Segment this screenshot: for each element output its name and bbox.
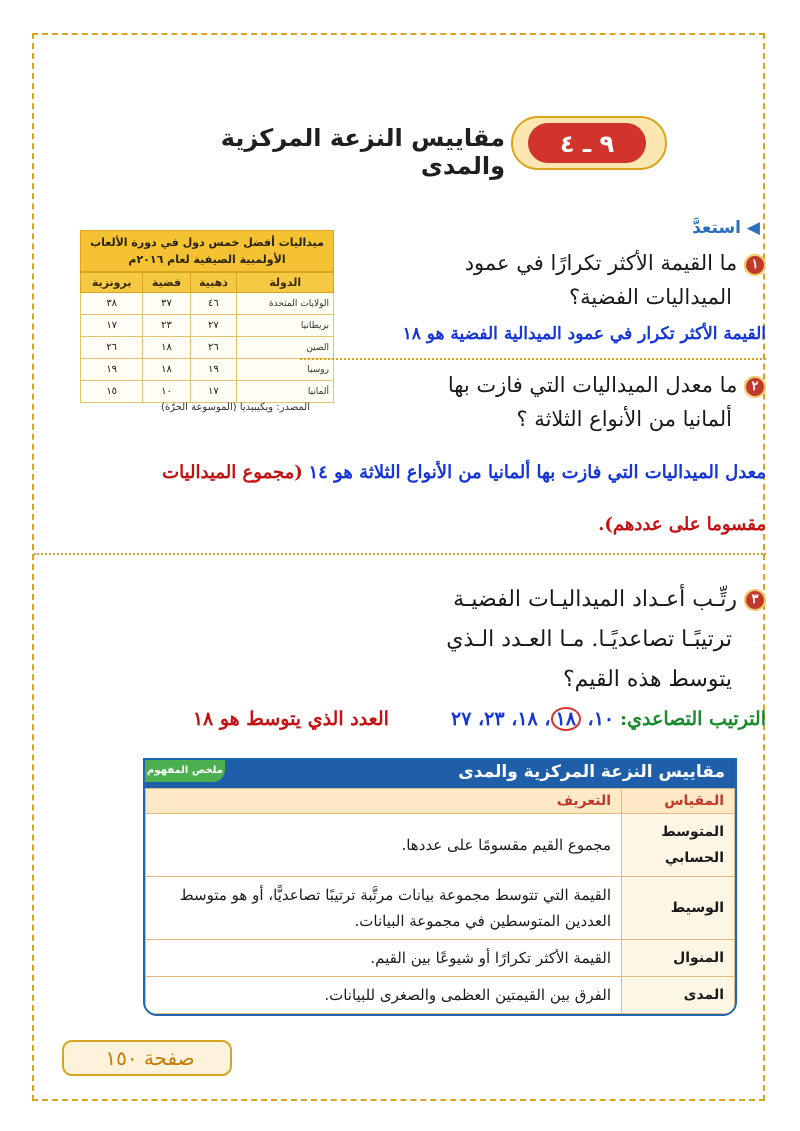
question-3-line-1: ٣ رتِّـب أعـداد الميداليـات الفضيـة (420, 580, 766, 620)
medals-header-silver: فضية (143, 273, 190, 293)
table-row (81, 359, 334, 381)
table-cell: ١٩ (190, 359, 237, 381)
answer-2-line-1 (34, 462, 766, 483)
summary-term: المتوسط الحسابي (622, 814, 735, 877)
summary-header-term: المقياس (622, 789, 735, 814)
concept-summary-table (145, 788, 735, 1014)
explore-text: استعدَّ (692, 218, 741, 238)
question-2 (430, 368, 766, 436)
question-2-line-1: ٢ ما معدل الميداليات التي فازت بها (430, 368, 766, 402)
summary-definition: الفرق بين القيمتين العظمى والصغرى للبيانات. (146, 977, 622, 1014)
table-cell: الصين (237, 337, 334, 359)
question-3-line-3: يتوسط هذه القيم؟ (562, 667, 732, 692)
answer-3: الترتيب التصاعدي: ١٠، ١٨، ١٨، ٢٣، ٢٧ العدد الذي يتوسط هو ١٨ (192, 708, 766, 730)
explore-label (660, 218, 760, 238)
answer-3-value-4: ٢٣ (484, 708, 505, 730)
table-row (81, 293, 334, 315)
medals-table-title: ميداليات أفضل خمس دول في دورة الألعاب الأولمبية الصيفية لعام ٢٠١٦م (80, 230, 334, 272)
answer-1: القيمة الأكثر تكرار في عمود الميدالية الفضية هو ١٨ (402, 324, 766, 344)
table-cell: ٢٧ (190, 315, 237, 337)
question-number-1: ١ (744, 254, 766, 276)
question-2-line-2: ألمانيا من الأنواع الثلاثة ؟ (516, 407, 732, 431)
table-cell: ٢٦ (81, 337, 143, 359)
table-cell: ١٩ (81, 359, 143, 381)
answer-3-value-3: ١٨ (517, 708, 538, 730)
concept-summary-box (143, 758, 737, 1016)
question-number-3: ٣ (744, 589, 766, 611)
answer-2-blue: معدل الميداليات التي فازت بها ألمانيا من الأنواع الثلاثة هو ١٤ (308, 462, 766, 483)
lesson-number-badge (510, 113, 668, 173)
page-number: صفحة ١٥٠ (105, 1046, 195, 1070)
summary-definition: مجموع القيم مقسومًا على عددها. (146, 814, 622, 877)
medals-header-country: الدولة (237, 273, 334, 293)
medals-table (80, 272, 334, 403)
summary-definition: القيمة التي تتوسط مجموعة بيانات مرتَّبة ترتيبًا تصاعديًّا، أو هو متوسط العددين المتوسطين في مجموعة البيانات. (146, 877, 622, 940)
medals-header-gold: ذهبية (190, 273, 237, 293)
table-cell: روسيا (237, 359, 334, 381)
answer-3-red: العدد الذي يتوسط هو ١٨ (192, 708, 389, 730)
summary-term: المدى (622, 977, 735, 1014)
concept-summary-header (145, 760, 735, 788)
table-cell: ١٥ (81, 381, 143, 403)
divider (34, 553, 766, 555)
concept-summary-tag: ملخص المفهوم (145, 760, 225, 782)
medals-header-bronze: برونزية (81, 273, 143, 293)
question-3 (420, 580, 766, 700)
answer-3-value-5: ٢٧ (451, 708, 472, 730)
table-cell: ١٠ (143, 381, 190, 403)
table-cell: الولايات المتحدة (237, 293, 334, 315)
table-cell: ١٧ (190, 381, 237, 403)
answer-2-line-2: مقسوما على عددهم). (598, 514, 766, 535)
table-cell: ٢٦ (190, 337, 237, 359)
table-cell: ٢٣ (143, 315, 190, 337)
answer-3-value-1: ١٠ (593, 708, 615, 730)
summary-header-definition: التعريف (146, 789, 622, 814)
answer-3-label: الترتيب التصاعدي: (620, 708, 766, 730)
summary-term: الوسيط (622, 877, 735, 940)
table-cell: ٤٦ (190, 293, 237, 315)
concept-summary-title: مقاييس النزعة المركزية والمدى (458, 762, 725, 782)
medals-source: المصدر: ويكيبيديا (الموسوعة الحرّة) (160, 402, 310, 413)
table-row (81, 381, 334, 403)
table-row (146, 940, 735, 977)
table-row (146, 877, 735, 940)
medals-table-box (80, 230, 334, 403)
table-cell: بريطانيا (237, 315, 334, 337)
question-1-line-2: الميداليات الفضية؟ (569, 285, 732, 309)
summary-term: المنوال (622, 940, 735, 977)
table-cell: ٣٨ (81, 293, 143, 315)
question-number-2: ٢ (744, 376, 766, 398)
table-cell: ٣٧ (143, 293, 190, 315)
table-row (146, 977, 735, 1014)
summary-definition: القيمة الأكثر تكرارًا أو شيوعًا بين القيم. (146, 940, 622, 977)
question-3-line-2: ترتيبًـا تصاعديًـا. مـا العـدد الـذي (446, 627, 732, 652)
table-cell: ١٧ (81, 315, 143, 337)
table-cell: ١٨ (143, 337, 190, 359)
question-1-line-1: ١ ما القيمة الأكثر تكرارًا في عمود (420, 246, 766, 280)
answer-3-median-circle: ١٨ (551, 707, 581, 731)
question-1 (420, 246, 766, 314)
table-row (146, 814, 735, 877)
answer-2-red: (مجموع الميداليات (162, 462, 303, 483)
play-triangle-icon: ◀ (746, 218, 760, 238)
lesson-number: ٩ ـ ٤ (559, 130, 615, 158)
lesson-title: مقاييس النزعة المركزية والمدى (220, 124, 505, 180)
table-row (81, 337, 334, 359)
table-row (81, 315, 334, 337)
divider (300, 358, 766, 360)
table-cell: ١٨ (143, 359, 190, 381)
table-cell: ألمانيا (237, 381, 334, 403)
